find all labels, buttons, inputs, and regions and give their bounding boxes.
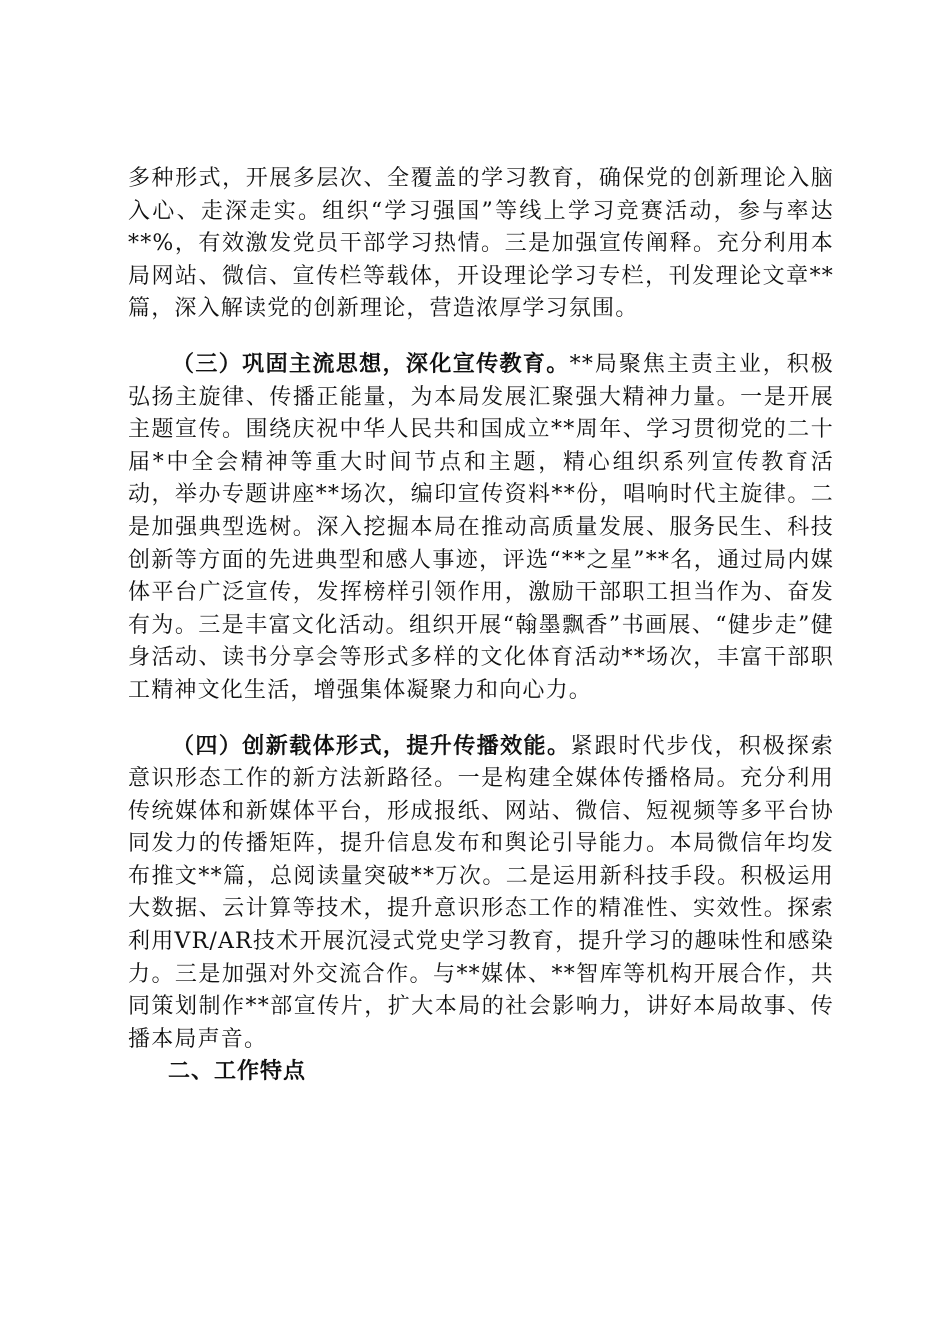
paragraph-section-three [128,349,834,708]
paragraph-section-four [128,731,834,1057]
chapter-heading-work-features: 二、工作特点 [168,1059,307,1085]
section-three-body: **局聚焦主责主业，积极弘扬主旋律、传播正能量，为本局发展汇聚强大精神力量。一是开展主题宣传。围绕庆祝中华人民共和国成立**周年、学习贯彻党的二十届*中全会精神等重大时间节点和主题，精心组织系列宣传教育活动，举办专题讲座**场次，编印宣传资料**份，唱响时代主旋律。二是加强典型选树。深入挖掘本局在推动高质量发展、服务民生、科技创新等方面的先进典型和感人事迹，评选“**之星”**名，通过局内媒体平台广泛宣传，发挥榜样引领作用，激励干部职工担当作为、奋发有为。三是丰富文化活动。组织开展“翰墨飘香”书画展、“健步走”健身活动、读书分享会等形式多样的文化体育活动**场次，丰富干部职工精神文化生活，增强集体凝聚力和向心力。 [128,351,834,703]
section-three-heading: （三）巩固主流思想，深化宣传教育。 [172,351,570,377]
document-page [128,163,834,1089]
paragraph-continuation: 多种形式，开展多层次、全覆盖的学习教育，确保党的创新理论入脑入心、走深走实。组织“学习强国”等线上学习竞赛活动，参与率达**%，有效激发党员干部学习热情。三是加强宣传阐释。充分利用本局网站、微信、宣传栏等载体，开设理论学习专栏，刊发理论文章**篇，深入解读党的创新理论，营造浓厚学习氛围。 [128,166,834,322]
section-four-body: 紧跟时代步伐，积极探索意识形态工作的新方法新路径。一是构建全媒体传播格局。充分利用传统媒体和新媒体平台，形成报纸、网站、微信、短视频等多平台协同发力的传播矩阵，提升信息发布和舆论引导能力。本局微信年均发布推文**篇，总阅读量突破**万次。二是运用新科技手段。积极运用大数据、云计算等技术，提升意识形态工作的精准性、实效性。探索利用VR/AR技术开展沉浸式党史学习教育，提升学习的趣味性和感染力。三是加强对外交流合作。与**媒体、**智库等机构开展合作，共同策划制作**部宣传片，扩大本局的社会影响力，讲好本局故事、传播本局声音。 [128,733,835,1052]
section-four-heading: （四）创新载体形式，提升传播效能。 [172,733,571,759]
